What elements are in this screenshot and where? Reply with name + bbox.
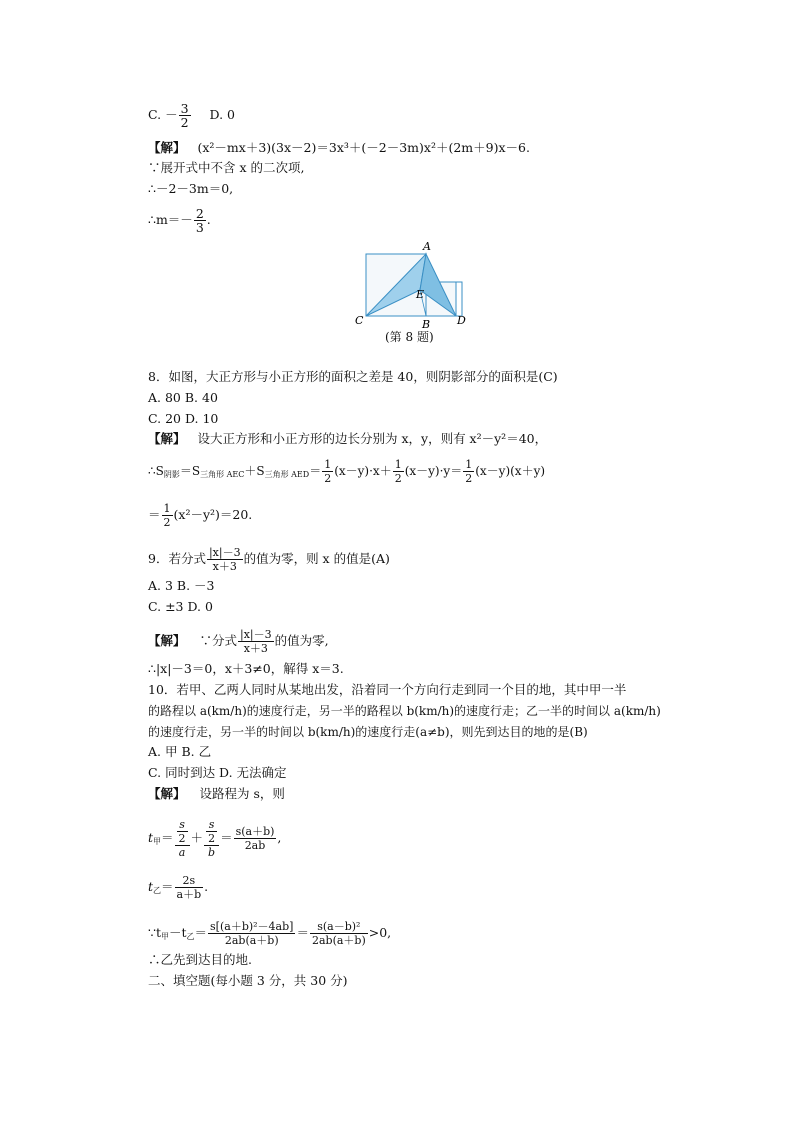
q9-solution-line1: 【解】 ∵分式 $\frac{|x|-3}{x+3}$ 的值为零, [148, 628, 329, 655]
q10-conclusion: ∴乙先到达目的地. [148, 952, 252, 967]
label-d: D [457, 314, 466, 327]
q9-solution-fraction: $\frac{|x|-3}{x+3}$ [240, 628, 272, 655]
q7-solution-line1 [148, 140, 530, 156]
q9-options-ab: A. 3 B. －3 [148, 578, 215, 593]
q8-stem: 8．如图，大正方形与小正方形的面积之差是 40，则阴影部分的面积是(C) [148, 369, 558, 384]
label-e: E [416, 288, 425, 301]
q7-solution-line3: ∴－2－3m＝0, [148, 181, 234, 196]
t-yi-result: $\frac{2s}{a+b}$ [176, 874, 202, 901]
solution-tag: 【解】 [148, 633, 186, 648]
difference-fraction-1: $\frac{\text{s[(a＋b)²－4ab]}}{2ab(a+b)}$ [210, 920, 294, 947]
q8-setup: 设大正方形和小正方形的边长分别为 x，y，则有 x²－y²＝40， [197, 431, 548, 446]
half-fraction: $\frac{1}{2}$ [324, 458, 332, 485]
q8-solution-line3: ＝ $\frac{1}{2}$ (x²－y²)＝20. [148, 502, 253, 529]
q8-options-ab: A. 80 B. 40 [148, 390, 218, 405]
solution-tag: 【解】 [148, 431, 186, 446]
q9-solution-line2: ∴|x|－3＝0，x＋3≠0，解得 x＝3. [148, 661, 344, 676]
q9-options-cd: C. ±3 D. 0 [148, 599, 213, 614]
q10-stem-line2: 的路程以 a(km/h)的速度行走，另一半的路程以 b(km/h)的速度行走；乙一半的时间以 a(km/h) [148, 704, 661, 718]
half-s-over-a: $\frac{\frac{s}{2}}{a}$ [175, 818, 190, 859]
q7-option-c [148, 102, 235, 129]
q10-options-ab: A. 甲 B. 乙 [148, 744, 212, 759]
q10-t-yi: $t_乙=$ $\frac{2s}{a+b}$ . [148, 874, 209, 901]
solution-tag: 【解】 [148, 140, 186, 155]
q10-stem-line1: 10．若甲、乙两人同时从某地出发，沿着同一个方向行走到同一个目的地，其中甲一半 [148, 682, 627, 697]
q7-answer-fraction: $\frac{2}{3}$ [195, 206, 204, 235]
q7-solution-line4: ∴m＝－ $\frac{2}{3}$ . [148, 206, 211, 235]
q7-expansion: (x²－mx＋3)(3x－2)＝3x³＋(－2－3m)x²＋(2m＋9)x－6. [197, 140, 530, 155]
half-fraction: $\frac{1}{2}$ [394, 458, 402, 485]
q7-option-c-label: C. － [148, 107, 178, 122]
solution-tag: 【解】 [148, 786, 186, 801]
q10-difference: $\because t_甲-t_乙=$ $\frac{\text{s[(a＋b)²－4ab]}}{2ab(a+b)}$ ＝ $\frac{\text{s(a－b)²}}{2ab(a+b)}$ >0, [148, 920, 392, 947]
q7-solution-line2: ∵展开式中不含 x 的二次项, [148, 160, 305, 175]
q9-fraction: $\frac{|x|-3}{x+3}$ [208, 546, 241, 573]
q10-options-cd: C. 同时到达 D. 无法确定 [148, 765, 287, 780]
q9-stem: 9．若分式 $\frac{|x|-3}{x+3}$ 的值为零，则 x 的值是(A) [148, 546, 390, 573]
q8-solution-line1 [148, 431, 547, 447]
q8-options-cd: C. 20 D. 10 [148, 411, 219, 426]
t-jia-result: $\frac{s(a+b)}{2ab}$ [235, 825, 275, 852]
label-a: A [423, 240, 431, 253]
q10-t-jia: $t_甲=$ $\frac{\frac{s}{2}}{a}$ ＋ $\frac{\frac{s}{2}}{b}$ ＝ $\frac{s(a+b)}{2ab}$ , [148, 818, 282, 859]
difference-fraction-2: $\frac{\text{s(a－b)²}}{2ab(a+b)}$ [311, 920, 366, 947]
half-fraction: $\frac{1}{2}$ [163, 502, 171, 529]
label-c: C [355, 314, 364, 327]
q8-solution-line2: $\therefore S_{阴影}=S_{三角形 AEC}+S_{三角形 AED}=$ $\frac{1}{2}$ (x－y)·x＋ $\frac{1}{2}$ (x－y)·y＝ $\frac{1}{2}$ (x－y)(x＋y) [148, 458, 546, 485]
label-b: B [422, 318, 431, 331]
q7-option-d: D. 0 [209, 107, 235, 122]
q10-solution-line1: 【解】 设路程为 s，则 [148, 786, 285, 801]
section-title-fill-in: 二、填空题(每小题 3 分，共 30 分) [148, 973, 348, 988]
half-fraction: $\frac{1}{2}$ [465, 458, 473, 485]
q7-option-c-fraction: $\frac{3}{2}$ [180, 101, 189, 130]
figure-caption: (第 8 题) [385, 330, 434, 344]
half-s-over-b: $\frac{\frac{s}{2}}{b}$ [204, 818, 219, 859]
q10-stem-line3: 的速度行走，另一半的时间以 b(km/h)的速度行走(a≠b)，则先到达目的地的是(B) [148, 725, 588, 739]
